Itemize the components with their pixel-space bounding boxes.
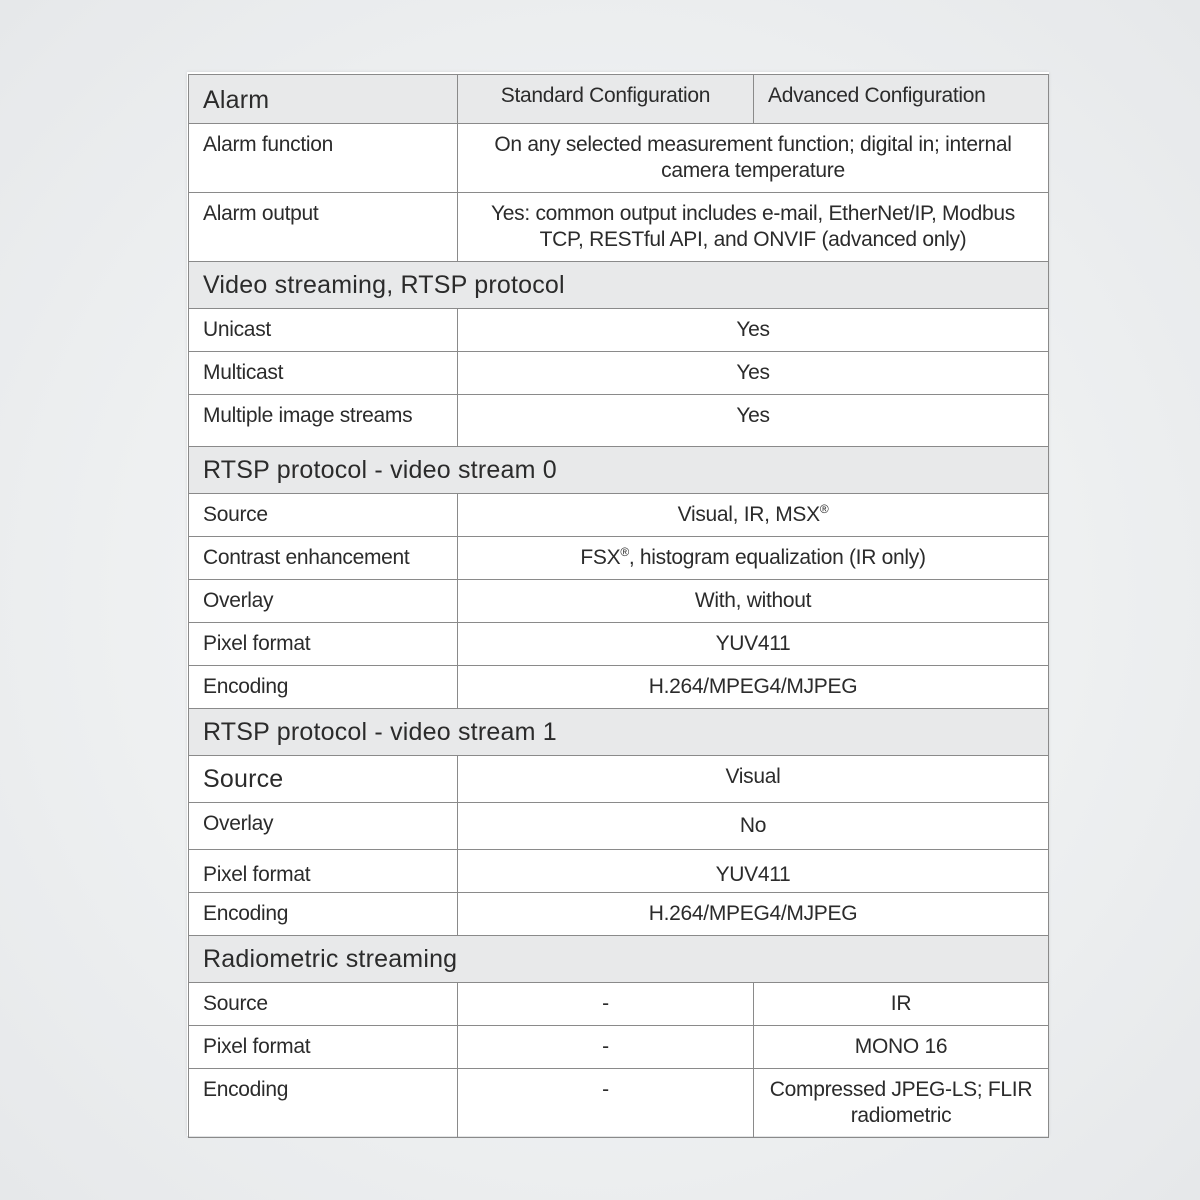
table-row	[189, 666, 1049, 709]
section-header-row	[189, 262, 1049, 309]
row-value-source-standard: -	[458, 983, 754, 1026]
section-title-stream-0: RTSP protocol - video stream 0	[189, 447, 1049, 494]
row-value-encoding: H.264/MPEG4/MJPEG	[458, 666, 1049, 709]
registered-mark: ®	[620, 545, 629, 559]
row-label-alarm-output: Alarm output	[189, 193, 458, 262]
section-header-row	[189, 709, 1049, 756]
table-row	[189, 850, 1049, 893]
row-label-pixel-format: Pixel format	[189, 850, 458, 893]
row-label-overlay: Overlay	[189, 803, 458, 850]
row-value-alarm-output: Yes: common output includes e-mail, EtherNet/IP, Modbus TCP, RESTful API, and ONVIF (advanced only)	[458, 193, 1049, 262]
row-label-source: Source	[189, 756, 458, 803]
section-title-video-streaming: Video streaming, RTSP protocol	[189, 262, 1049, 309]
table-row	[189, 580, 1049, 623]
row-label-source: Source	[189, 494, 458, 537]
contrast-value-text-b: , histogram equalization (IR only)	[628, 546, 926, 569]
column-header-advanced: Advanced Configuration	[754, 75, 1049, 124]
row-label-encoding: Encoding	[189, 666, 458, 709]
row-value-overlay: No	[458, 803, 1049, 850]
row-value-encoding: H.264/MPEG4/MJPEG	[458, 893, 1049, 936]
row-value-multicast: Yes	[458, 352, 1049, 395]
row-value-alarm-function: On any selected measurement function; digital in; internal camera temperature	[458, 124, 1049, 193]
table-row	[189, 537, 1049, 580]
row-label-contrast: Contrast enhancement	[189, 537, 458, 580]
row-value-source: Visual	[458, 756, 1049, 803]
row-label-overlay: Overlay	[189, 580, 458, 623]
registered-mark: ®	[819, 502, 829, 516]
row-value-pixel-format: YUV411	[458, 623, 1049, 666]
row-label-source: Source	[189, 983, 458, 1026]
row-label-unicast: Unicast	[189, 309, 458, 352]
section-title-radiometric: Radiometric streaming	[189, 936, 1049, 983]
row-value-pixel-format-standard: -	[458, 1026, 754, 1069]
row-label-pixel-format: Pixel format	[189, 623, 458, 666]
section-header-row	[189, 447, 1049, 494]
row-label-encoding: Encoding	[189, 1069, 458, 1138]
table-row	[189, 309, 1049, 352]
row-label-multiple-streams: Multiple image streams	[189, 395, 458, 447]
source-value-text: Visual, IR, MSX	[677, 503, 820, 526]
table-row	[189, 893, 1049, 936]
row-value-overlay: With, without	[458, 580, 1049, 623]
spec-sheet	[187, 72, 1049, 1136]
table-row	[189, 494, 1049, 537]
table-row	[189, 623, 1049, 666]
row-value-source	[458, 494, 1049, 537]
row-value-unicast: Yes	[458, 309, 1049, 352]
section-title-alarm: Alarm	[189, 75, 458, 124]
row-value-pixel-format-advanced: MONO 16	[754, 1026, 1049, 1069]
table-row	[189, 756, 1049, 803]
row-label-encoding: Encoding	[189, 893, 458, 936]
section-header-row	[189, 936, 1049, 983]
spec-table	[188, 74, 1049, 1138]
row-value-contrast	[458, 537, 1049, 580]
section-title-stream-1: RTSP protocol - video stream 1	[189, 709, 1049, 756]
row-value-encoding-advanced: Compressed JPEG-LS; FLIR radiometric	[754, 1069, 1049, 1138]
row-label-alarm-function: Alarm function	[189, 124, 458, 193]
table-row	[189, 1026, 1049, 1069]
row-value-encoding-standard: -	[458, 1069, 754, 1138]
table-row	[189, 803, 1049, 850]
table-row	[189, 395, 1049, 447]
row-label-multicast: Multicast	[189, 352, 458, 395]
table-row	[189, 193, 1049, 262]
column-header-standard: Standard Configuration	[458, 75, 754, 124]
table-row	[189, 124, 1049, 193]
row-value-pixel-format: YUV411	[458, 850, 1049, 893]
row-value-source-advanced: IR	[754, 983, 1049, 1026]
row-value-multiple-streams: Yes	[458, 395, 1049, 447]
alarm-header-row	[189, 75, 1049, 124]
table-row	[189, 983, 1049, 1026]
row-label-pixel-format: Pixel format	[189, 1026, 458, 1069]
table-row	[189, 352, 1049, 395]
table-row	[189, 1069, 1049, 1138]
contrast-value-text-a: FSX	[580, 546, 621, 569]
